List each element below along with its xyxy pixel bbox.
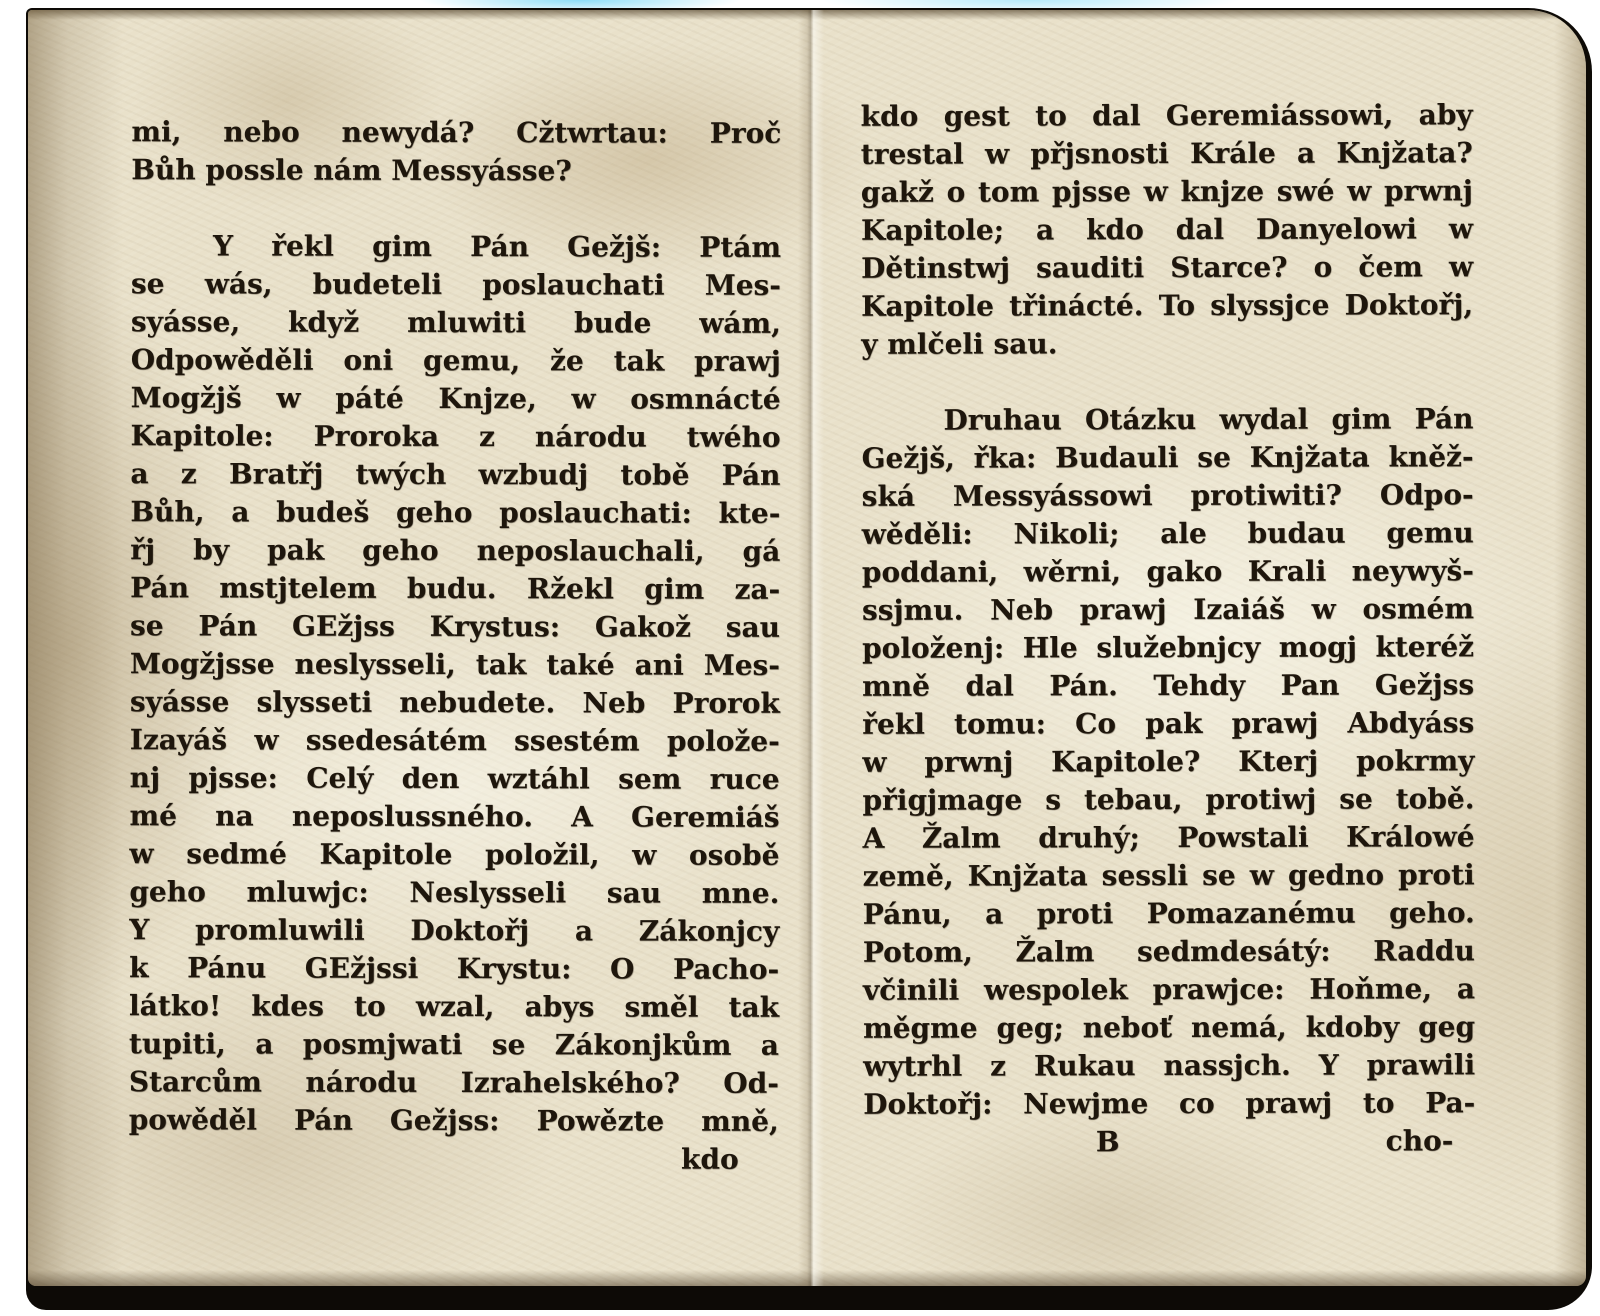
text-line: mé na neposlussného. A Geremiáš [129,799,780,834]
text-line: geho mluwjc: Neslysseli sau mne. [129,875,780,910]
text-line: řj by pak geho neposlauchali, gá [130,533,781,568]
text-line: Y promluwili Doktořj a Zákonjcy [129,913,780,948]
text-line: nj pjsse: Celý den wztáhl sem ruce [129,761,780,796]
page-top-edge [28,10,1586,20]
catchword: cho- [1385,1124,1454,1158]
text-line: wěděli: Nikoli; ale budau gemu [861,516,1474,551]
book-pages [28,10,1586,1286]
text-line: Mogžjš w páté Knjze, w osmnácté [130,381,781,416]
left-page-lines [129,113,782,1141]
text-line: řekl tomu: Co pak prawj Abdyáss [862,706,1475,741]
text-line: Kapitole; a kdo dal Danyelowi w [860,212,1473,247]
text-line: a z Bratřj twých wzbudj tobě Pán [130,457,781,492]
text-line: Kapitole: Proroka z národu twého [130,419,781,454]
text-line: látko! kdes to wzal, abys směl tak [129,989,780,1024]
text-line: Doktořj: Newjme co prawj to Pa- [863,1086,1476,1121]
text-line: kdo gest to dal Geremiássowi, aby [860,98,1473,133]
right-page-text [861,96,1476,1162]
text-line: mně dal Pán. Tehdy Pan Gežjss [862,668,1475,703]
text-line: Bůh possle nám Messyásse? [131,153,572,188]
text-line: w prwnj Kapitole? Kterj pokrmy [862,744,1475,779]
blank-line [861,362,1473,402]
left-page-text [129,113,782,1179]
text-line: gakž o tom pjsse w knjze swé w prwnj [860,174,1473,209]
text-line: Potom, Žalm sedmdesátý: Raddu [862,934,1475,969]
text-line: Mogžjsse neslysseli, tak také ani Mes- [129,647,780,682]
catchword: kdo [680,1142,739,1176]
book-scan [26,8,1592,1310]
text-line: Izayáš w ssedesátém ssestém polože- [129,723,780,758]
text-line: Pán mstjtelem budu. Ržekl gim za- [130,571,781,606]
text-line: Bůh, a budeš geho poslauchati: kte- [130,495,781,530]
text-line: w sedmé Kapitole položil, w osobě [129,837,780,872]
text-line: Kapitole třinácté. To slyssjce Doktořj, [861,288,1474,323]
text-line: trestal w přjsnosti Krále a Knjžata? [860,136,1473,171]
text-line: syásse, když mluwiti bude wám, [130,305,781,340]
text-line: mi, nebo newydá? Cžtwrtau: Proč [131,115,782,150]
text-line: měgme geg; neboť nemá, kdoby geg [863,1010,1476,1045]
text-line: včinili wespolek prawjce: Hoňme, a [862,972,1475,1007]
signature-mark: B [1095,1125,1120,1159]
signature-row [863,1122,1475,1162]
text-line: přigjmage s tebau, protiwj se tobě. [862,782,1475,817]
text-line: ssjmu. Neb prawj Izaiáš w osmém [861,592,1474,627]
text-line: wytrhl z Rukau nassjch. Y prawili [863,1048,1476,1083]
text-line: poddani, wěrni, gako Krali neywyš- [861,554,1474,589]
text-line: Dětinstwj sauditi Starce? o čem w [861,250,1474,285]
text-line: se wás, budeteli poslauchati Mes- [130,267,781,302]
text-line: k Pánu GEžjssi Krystu: O Pacho- [129,951,780,986]
right-page-lines [861,96,1476,1124]
text-line: Pánu, a proti Pomazanému geho. [862,896,1475,931]
blank-line [131,189,781,229]
text-line: Odpowěděli oni gemu, že tak prawj [130,343,781,378]
text-line: y mlčeli sau. [861,327,1058,361]
text-line: ská Messyássowi protiwiti? Odpo- [861,478,1474,513]
page-bottom-edge [28,1270,1586,1286]
text-line: položenj: Hle služebnjcy mogj kteréž [862,630,1475,665]
text-line: tupiti, a posmjwati se Zákonjkům a [128,1027,779,1062]
text-line: Druhau Otázku wydal gim Pán [943,402,1474,437]
text-line: se Pán GEžjss Krystus: Gakož sau [130,609,781,644]
text-line: Starcům národu Izrahelského? Od- [128,1065,779,1100]
text-line: syásse slysseti nebudete. Neb Prorok [129,685,780,720]
text-line: Y řekl gim Pán Gežjš: Ptám [213,229,782,264]
text-line: powěděl Pán Gežjss: Powězte mně, [128,1103,779,1138]
page-right-edge [1554,10,1586,1286]
page-gutter [798,10,824,1286]
catchword-row [129,1139,779,1179]
text-line: A Žalm druhý; Powstali Králowé [862,820,1475,855]
text-line: země, Knjžata sessli se w gedno proti [862,858,1475,893]
text-line: Gežjš, řka: Budauli se Knjžata kněž- [861,440,1474,475]
page-deckle-edge [28,10,123,1286]
